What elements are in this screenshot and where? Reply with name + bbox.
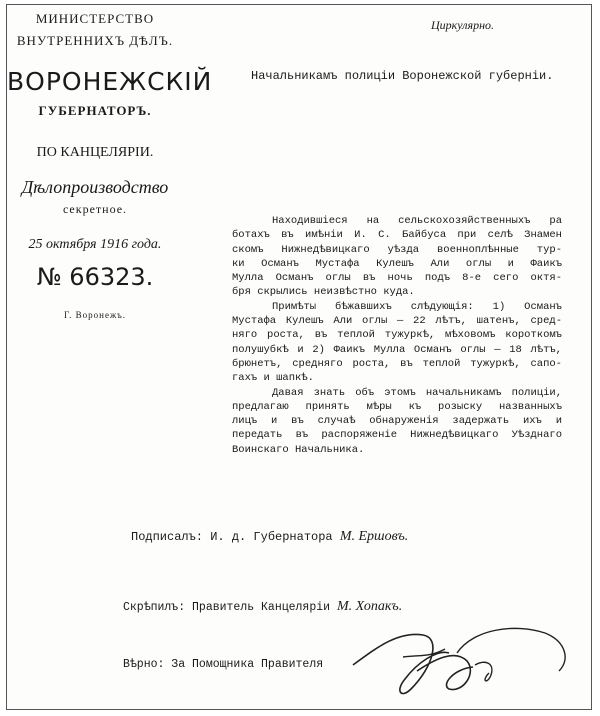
body-line: бря скрылись неизвѣстно куда.: [232, 286, 415, 299]
body-line: предлагаю принять мѣры къ розыску названныхъ: [232, 400, 562, 413]
body-line: Давая знать объ этомъ начальникамъ полиціи,: [272, 386, 562, 399]
body-line: няго роста, въ теплой тужуркѣ, мѣховомъ короткомъ: [232, 329, 562, 342]
signed-prefix: Подписалъ: И. д. Губернатора: [131, 530, 333, 544]
body-line: гахъ и шапкѣ.: [232, 372, 314, 385]
body-line: Мулла Османъ оглы въ ночь подъ 8-е сего октя-: [232, 272, 562, 285]
governor-title: ВОРОНЕЖСКІЙ: [7, 67, 213, 96]
true-copy-line: Вѣрно: За Помощника Правителя: [123, 658, 324, 671]
body-line: брюнетъ, средняго роста, въ теплой тужуркѣ, сапо-: [232, 357, 562, 370]
handwritten-signature-icon: [345, 619, 575, 711]
secret-label: секретное.: [62, 202, 128, 216]
office-line: ПО КАНЦЕЛЯРІИ.: [36, 145, 154, 160]
body-line: полушубкѣ и 2) Фаикъ Мулла Османъ оглы — 18 лѣтъ,: [232, 343, 562, 356]
body-line: Находившіеся на сельскохозяйственныхъ ра: [272, 215, 562, 227]
city-line: Г. Воронежъ.: [63, 310, 126, 320]
ministry-line-2: ВНУТРЕННИХЪ ДѢЛЪ.: [16, 33, 174, 48]
body-text: [232, 214, 562, 457]
body-line: Мустафа Кулешъ Али оглы — 22 лѣтъ, шатенъ, сред-: [232, 315, 562, 328]
addressee-line: Начальникамъ полиціи Воронежской губерніи.: [251, 69, 554, 83]
sealed-prefix: Скрѣпилъ: Правитель Канцеляріи: [123, 601, 331, 614]
ministry-line-1: МИНИСТЕРСТВО: [35, 11, 155, 26]
body-line: передать въ распоряженіе Нижнедѣвицкаго Уѣзднаго: [232, 429, 562, 442]
signed-name: М. Ершовъ.: [339, 529, 409, 544]
body-line: лицъ и въ случаѣ обнаруженія задержать ихъ и: [232, 415, 562, 428]
signed-line: [131, 529, 408, 545]
body-line: ки Османъ Мустафа Кулешъ Али оглы и Фаикъ: [232, 257, 562, 270]
sealed-name: М. Хопакъ.: [336, 599, 403, 614]
document-number: № 66323.: [36, 263, 154, 291]
document-page: [6, 4, 592, 710]
body-line: ботахъ въ имѣніи И. С. Байбуса при селѣ Знамен: [232, 229, 562, 242]
records-department: Дѣлопроизводство: [21, 177, 169, 197]
document-date: 25 октября 1916 года.: [28, 237, 162, 252]
governor-subtitle: ГУБЕРНАТОРЪ.: [38, 103, 152, 118]
body-line: скомъ Нижнедѣвицкаго уѣзда военноплѣнные тур-: [232, 243, 562, 256]
body-line: Воинскаго Начальника.: [232, 443, 365, 456]
sealed-line: [123, 599, 402, 615]
circular-label: Циркулярно.: [431, 18, 495, 32]
body-line: Примѣты бѣжавшихъ слѣдующія: 1) Османъ: [272, 300, 562, 313]
